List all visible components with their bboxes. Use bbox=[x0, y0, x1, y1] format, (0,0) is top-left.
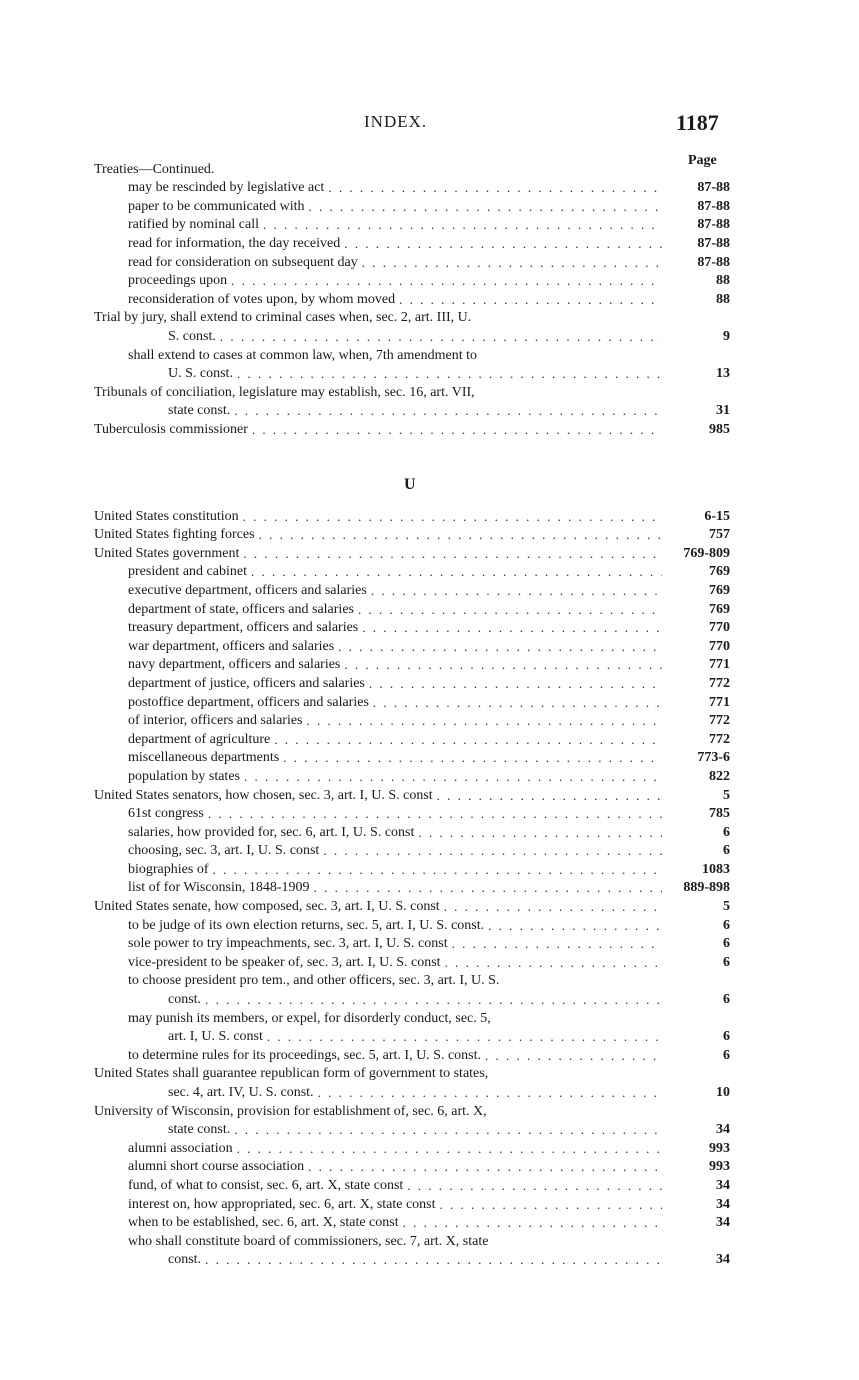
index-entry bbox=[94, 309, 730, 328]
index-entry-text: to be judge of its own election returns, sec. 5, art. I, U. S. const. bbox=[128, 917, 485, 933]
leader-dots bbox=[373, 694, 662, 712]
leader-dots bbox=[234, 402, 662, 420]
leader-dots bbox=[328, 179, 662, 197]
running-head-title: INDEX. bbox=[364, 112, 428, 131]
leader-dots bbox=[234, 1121, 662, 1139]
leader-dots bbox=[237, 365, 662, 383]
index-entry-text: of interior, officers and salaries bbox=[128, 713, 303, 729]
index-entry-page: 5 bbox=[723, 899, 730, 915]
index-entry bbox=[94, 600, 730, 619]
index-entry-text: executive department, officers and salaries bbox=[128, 582, 367, 598]
leader-dots bbox=[362, 254, 662, 272]
leader-dots bbox=[244, 768, 662, 786]
leader-dots bbox=[259, 526, 662, 544]
index-entry-page: 34 bbox=[716, 1177, 730, 1193]
leader-dots bbox=[445, 954, 662, 972]
index-entry-page: 772 bbox=[709, 731, 730, 747]
leader-dots bbox=[323, 842, 662, 860]
index-entry-text: department of agriculture bbox=[128, 731, 271, 747]
leader-dots bbox=[437, 787, 662, 805]
index-entry-page: 13 bbox=[716, 366, 730, 382]
index-entry bbox=[94, 842, 730, 861]
index-entry-page: 785 bbox=[709, 806, 730, 822]
index-entry-text: may punish its members, or expel, for disorderly conduct, sec. 5, bbox=[128, 1010, 491, 1026]
index-entry-page: 10 bbox=[716, 1085, 730, 1100]
index-entry-page: 88 bbox=[716, 291, 730, 307]
index-entry bbox=[94, 402, 730, 421]
leader-dots bbox=[344, 656, 662, 674]
index-entry-text: salaries, how provided for, sec. 6, art. I, U. S. const bbox=[128, 824, 415, 840]
leader-dots bbox=[440, 1196, 662, 1214]
leader-dots bbox=[371, 582, 662, 600]
index-entry-text: war department, officers and salaries bbox=[128, 638, 335, 654]
index-entry-page: 770 bbox=[709, 620, 730, 636]
leader-dots bbox=[338, 638, 662, 656]
index-entry-text: sole power to try impeachments, sec. 3, art. I, U. S. const bbox=[128, 936, 448, 952]
index-entry bbox=[94, 990, 730, 1009]
index-entry-page: 87-88 bbox=[697, 235, 730, 251]
leader-dots bbox=[358, 601, 662, 619]
index-entry bbox=[94, 197, 730, 216]
index-entry bbox=[94, 1214, 730, 1233]
index-entry bbox=[94, 365, 730, 384]
index-entry-text: United States senators, how chosen, sec. 3, art. I, U. S. const bbox=[94, 787, 433, 803]
index-entry bbox=[94, 693, 730, 712]
index-entry-text: list of for Wisconsin, 1848-1909 bbox=[128, 880, 310, 896]
leader-dots bbox=[208, 805, 662, 823]
index-entry-page: 6 bbox=[723, 824, 730, 840]
leader-dots bbox=[263, 216, 662, 234]
index-entry bbox=[94, 581, 730, 600]
index-entry-text: U. S. const. bbox=[168, 366, 233, 382]
index-entry-page: 87-88 bbox=[697, 198, 730, 214]
leader-dots bbox=[452, 935, 662, 953]
index-entry bbox=[94, 1083, 730, 1102]
index-entry-text: state const. bbox=[168, 1122, 231, 1138]
index-entry bbox=[94, 290, 730, 309]
index-entry bbox=[94, 160, 730, 179]
index-entry bbox=[94, 544, 730, 563]
index-entry-text: Tuberculosis commissioner bbox=[94, 421, 248, 437]
index-entry bbox=[94, 272, 730, 291]
index-entry-text: United States constitution bbox=[94, 508, 239, 524]
index-entry-text: navy department, officers and salaries bbox=[128, 657, 341, 673]
index-section-u bbox=[94, 507, 730, 1269]
index-entry bbox=[94, 767, 730, 786]
index-entry-text: art. I, U. S. const bbox=[168, 1029, 263, 1045]
index-entry-page: 1083 bbox=[702, 861, 730, 877]
index-entry-page: 993 bbox=[709, 1140, 730, 1156]
index-entry-text: vice-president to be speaker of, sec. 3, art. I, U. S. const bbox=[128, 954, 441, 970]
leader-dots bbox=[369, 675, 662, 693]
index-entry-text: when to be established, sec. 6, art. X, state const bbox=[128, 1215, 399, 1231]
leader-dots bbox=[403, 1214, 662, 1232]
index-entry bbox=[94, 1009, 730, 1028]
index-entry-page: 993 bbox=[709, 1159, 730, 1175]
index-entry-text: read for consideration on subsequent day bbox=[128, 254, 358, 270]
index-entry-page: 9 bbox=[723, 328, 730, 344]
index-entry-page: 34 bbox=[716, 1215, 730, 1231]
index-entry-text: interest on, how appropriated, sec. 6, art. X, state const bbox=[128, 1196, 436, 1212]
index-entry-text: miscellaneous departments bbox=[128, 750, 280, 766]
index-entry bbox=[94, 674, 730, 693]
index-entry-text: fund, of what to consist, sec. 6, art. X, state const bbox=[128, 1177, 404, 1193]
index-entry-text: who shall constitute board of commissioners, sec. 7, art. X, state bbox=[128, 1233, 489, 1249]
leader-dots bbox=[237, 1140, 662, 1158]
index-entry-text: Treaties—Continued. bbox=[94, 161, 215, 177]
index-entry bbox=[94, 1176, 730, 1195]
index-entry-page: 769 bbox=[709, 582, 730, 598]
index-entry-page: 87-88 bbox=[697, 217, 730, 233]
index-entry bbox=[94, 327, 730, 346]
leader-dots bbox=[418, 824, 662, 842]
index-entry-text: United States fighting forces bbox=[94, 527, 255, 543]
index-entry bbox=[94, 216, 730, 235]
leader-dots bbox=[309, 198, 663, 216]
leader-dots bbox=[205, 1251, 662, 1269]
index-entry bbox=[94, 253, 730, 272]
leader-dots bbox=[314, 879, 662, 897]
leader-dots bbox=[243, 508, 662, 526]
index-entry-text: ratified by nominal call bbox=[128, 217, 260, 233]
index-entry bbox=[94, 730, 730, 749]
index-entry-page: 87-88 bbox=[697, 180, 730, 196]
index-entry bbox=[94, 619, 730, 638]
index-entry-text: alumni association bbox=[128, 1140, 233, 1156]
index-entry bbox=[94, 234, 730, 253]
index-entry-text: United States senate, how composed, sec. 3, art. I, U. S. const bbox=[94, 899, 440, 915]
index-entry-page: 772 bbox=[709, 675, 730, 691]
index-entry-text: S. const. bbox=[168, 328, 216, 344]
index-entry-page: 771 bbox=[709, 694, 730, 710]
leader-dots bbox=[307, 712, 662, 730]
leader-dots bbox=[205, 991, 662, 1009]
index-entry-page: 6 bbox=[723, 936, 730, 952]
index-entry bbox=[94, 526, 730, 545]
index-entry-page: 822 bbox=[709, 768, 730, 784]
leader-dots bbox=[318, 1084, 662, 1102]
index-entry-page: 985 bbox=[709, 421, 730, 437]
index-entry-text: proceedings upon bbox=[128, 273, 228, 289]
index-entry-page: 31 bbox=[716, 403, 730, 419]
index-entry-text: choosing, sec. 3, art. I, U. S. const bbox=[128, 843, 320, 859]
leader-dots bbox=[283, 749, 662, 767]
leader-dots bbox=[212, 861, 662, 879]
leader-dots bbox=[399, 291, 662, 309]
index-entry-page: 6 bbox=[723, 917, 730, 933]
leader-dots bbox=[407, 1177, 662, 1195]
index-entry bbox=[94, 1046, 730, 1065]
index-entry bbox=[94, 420, 730, 439]
index-entry bbox=[94, 1028, 730, 1047]
index-entry-page: 770 bbox=[709, 638, 730, 654]
index-entry-text: biographies of bbox=[128, 861, 209, 877]
index-entry-text: Trial by jury, shall extend to criminal cases when, sec. 2, art. III, U. bbox=[94, 310, 472, 326]
index-entry-text: to choose president pro tem., and other officers, sec. 3, art. I, U. S. bbox=[128, 973, 500, 989]
index-entry-page: 34 bbox=[716, 1122, 730, 1138]
index-entry-text: postoffice department, officers and salaries bbox=[128, 694, 369, 710]
index-entry bbox=[94, 346, 730, 365]
index-entry bbox=[94, 1158, 730, 1177]
index-entry-text: department of justice, officers and salaries bbox=[128, 675, 365, 691]
index-entry-text: department of state, officers and salaries bbox=[128, 601, 354, 617]
index-entry-page: 34 bbox=[716, 1252, 730, 1268]
index-entry-page: 87-88 bbox=[697, 254, 730, 270]
index-entry-page: 772 bbox=[709, 713, 730, 729]
index-entry-page: 769 bbox=[709, 601, 730, 617]
index-entry-text: state const. bbox=[168, 403, 231, 419]
index-entry-page: 773-6 bbox=[697, 750, 730, 766]
index-entry bbox=[94, 805, 730, 824]
leader-dots bbox=[485, 1047, 662, 1065]
index-entry bbox=[94, 749, 730, 768]
index-entry bbox=[94, 383, 730, 402]
index-entry bbox=[94, 1139, 730, 1158]
index-entry bbox=[94, 786, 730, 805]
index-entry bbox=[94, 637, 730, 656]
leader-dots bbox=[252, 421, 662, 439]
index-entry bbox=[94, 953, 730, 972]
index-entry bbox=[94, 1251, 730, 1270]
index-entry-page: 757 bbox=[709, 527, 730, 543]
index-entry-page: 88 bbox=[716, 273, 730, 289]
index-entry-text: to determine rules for its proceedings, sec. 5, art. I, U. S. const. bbox=[128, 1047, 482, 1063]
index-entry-text: const. bbox=[168, 992, 202, 1008]
index-entry-page: 771 bbox=[709, 657, 730, 673]
index-entry bbox=[94, 1232, 730, 1251]
index-entry-page: 6-15 bbox=[704, 508, 730, 524]
index-entry-text: alumni short course association bbox=[128, 1159, 305, 1175]
index-entry bbox=[94, 1102, 730, 1121]
index-entry bbox=[94, 935, 730, 954]
index-entry bbox=[94, 879, 730, 898]
index-entry bbox=[94, 823, 730, 842]
index-entry-text: reconsideration of votes upon, by whom moved bbox=[128, 291, 396, 307]
index-entry bbox=[94, 563, 730, 582]
index-entry-text: may be rescinded by legislative act bbox=[128, 180, 325, 196]
index-entry-text: president and cabinet bbox=[128, 564, 247, 580]
index-entry-text: United States government bbox=[94, 545, 240, 561]
index-entry bbox=[94, 1195, 730, 1214]
index-entry-text: sec. 4, art. IV, U. S. const. bbox=[168, 1085, 314, 1100]
index-entry-text: University of Wisconsin, provision for establishment of, sec. 6, art. X, bbox=[94, 1103, 487, 1119]
index-entry-page: 889-898 bbox=[683, 880, 730, 896]
index-entry bbox=[94, 1065, 730, 1084]
index-entry bbox=[94, 860, 730, 879]
index-entry-page: 6 bbox=[723, 843, 730, 859]
leader-dots bbox=[267, 1028, 662, 1046]
leader-dots bbox=[488, 917, 662, 935]
index-entry-text: read for information, the day received bbox=[128, 235, 341, 251]
index-entry bbox=[94, 656, 730, 675]
leader-dots bbox=[231, 272, 662, 290]
leader-dots bbox=[444, 898, 662, 916]
leader-dots bbox=[274, 731, 662, 749]
index-entry-page: 5 bbox=[723, 787, 730, 803]
index-entry-text: const. bbox=[168, 1252, 202, 1268]
index-section-t bbox=[94, 160, 730, 439]
leader-dots bbox=[243, 545, 662, 563]
index-entry bbox=[94, 916, 730, 935]
page-column-label: Page bbox=[688, 153, 717, 168]
section-letter-u: U bbox=[404, 476, 416, 493]
index-entry-text: paper to be communicated with bbox=[128, 198, 305, 214]
index-entry bbox=[94, 972, 730, 991]
index-entry-page: 6 bbox=[723, 1029, 730, 1045]
leader-dots bbox=[251, 563, 662, 581]
index-entry bbox=[94, 507, 730, 526]
page-number: 1187 bbox=[676, 110, 719, 135]
leader-dots bbox=[308, 1158, 662, 1176]
index-entry-page: 6 bbox=[723, 992, 730, 1008]
index-entry-text: population by states bbox=[128, 768, 240, 784]
index-entry bbox=[94, 179, 730, 198]
index-entry-text: 61st congress bbox=[128, 806, 204, 822]
index-entry-page: 769-809 bbox=[683, 545, 730, 561]
leader-dots bbox=[344, 235, 662, 253]
leader-dots bbox=[362, 619, 662, 637]
leader-dots bbox=[220, 328, 662, 346]
index-entry-text: United States shall guarantee republican form of government to states, bbox=[94, 1066, 489, 1082]
index-entry-page: 34 bbox=[716, 1196, 730, 1212]
index-entry-text: treasury department, officers and salaries bbox=[128, 620, 359, 636]
index-entry bbox=[94, 712, 730, 731]
index-entry-page: 769 bbox=[709, 564, 730, 580]
index-entry-page: 6 bbox=[723, 1047, 730, 1063]
index-entry bbox=[94, 897, 730, 916]
index-entry-text: Tribunals of conciliation, legislature may establish, sec. 16, art. VII, bbox=[94, 384, 475, 400]
index-entry-page: 6 bbox=[723, 954, 730, 970]
index-entry bbox=[94, 1121, 730, 1140]
index-entry-text: shall extend to cases at common law, when, 7th amendment to bbox=[128, 347, 478, 363]
